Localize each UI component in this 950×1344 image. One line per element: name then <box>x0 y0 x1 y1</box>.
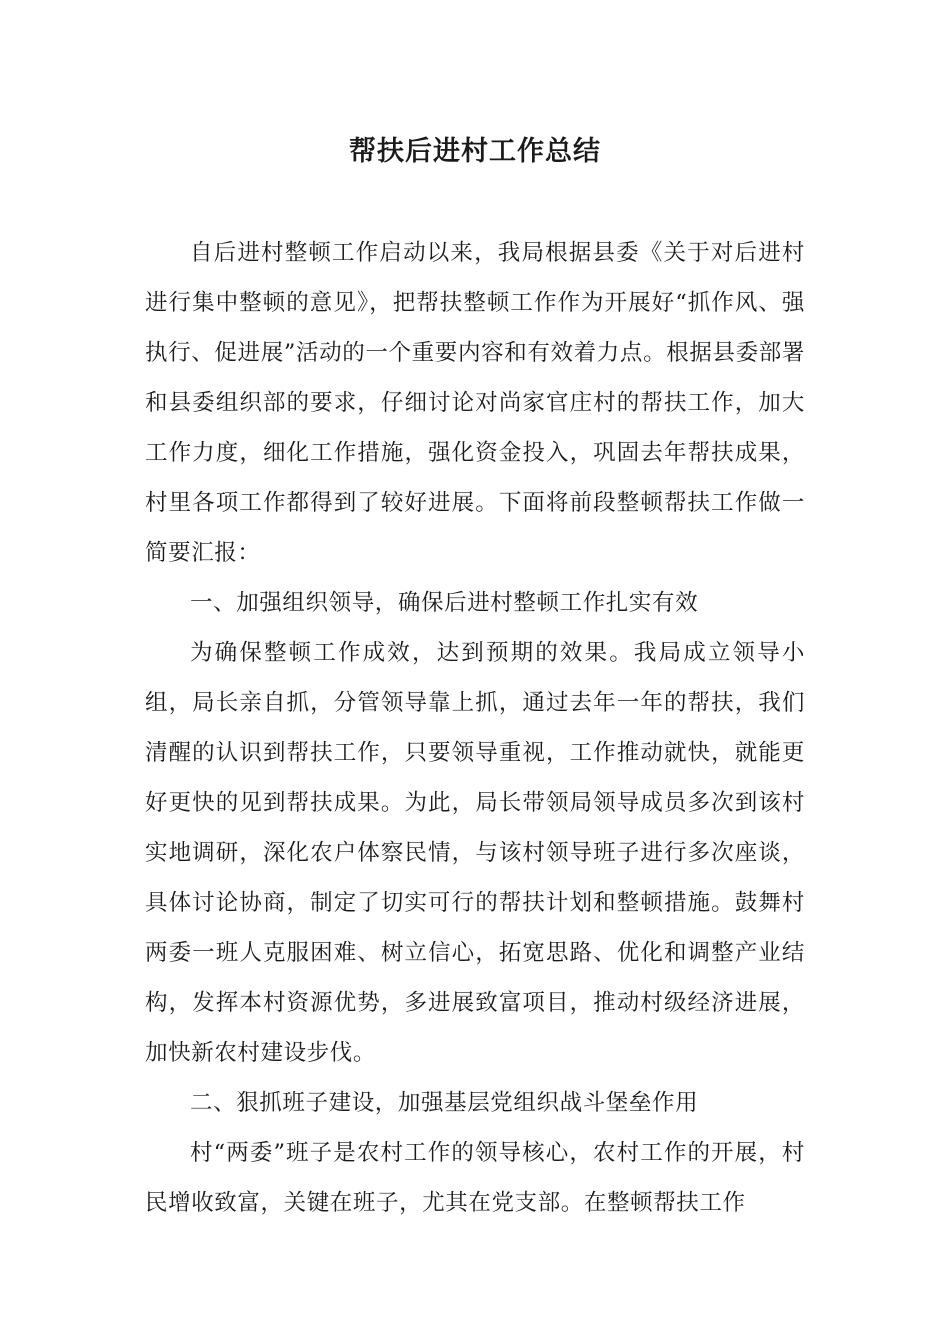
intro-paragraph: 自后进村整顿工作启动以来，我局根据县委《关于对后进村进行集中整顿的意见》，把帮扶整顿工作作为开展好“抓作风、强执行、促进展”活动的一个重要内容和有效着力点。根据县委部署和县委组织部的要求，仔细讨论对尚家官庄村的帮扶工作，加大工作力度，细化工作措施，强化资金投入，巩固去年帮扶成果，村里各项工作都得到了较好进展。下面将前段整顿帮扶工作做一简要汇报： <box>145 240 805 566</box>
section-heading-2: 二、狠抓班子建设，加强基层党组织战斗堡垒作用 <box>190 1090 699 1116</box>
section-heading-1: 一、加强组织领导，确保后进村整顿工作扎实有效 <box>190 590 699 616</box>
section-2-paragraph: 村“两委”班子是农村工作的领导核心，农村工作的开展，村民增收致富，关键在班子，尤其在党支部。在整顿帮扶工作 <box>145 1140 805 1216</box>
document-body <box>145 228 805 1228</box>
page-title: 帮扶后进村工作总结 <box>349 136 601 167</box>
section-1-paragraph: 为确保整顿工作成效，达到预期的效果。我局成立领导小组，局长亲自抓，分管领导靠上抓，通过去年一年的帮扶，我们清醒的认识到帮扶工作，只要领导重视，工作推动就快，就能更好更快的见到帮扶成果。为此，局长带领局领导成员多次到该村实地调研，深化农户体察民情，与该村领导班子进行多次座谈，具体讨论协商，制定了切实可行的帮扶计划和整顿措施。鼓舞村两委一班人克服困难、树立信心，拓宽思路、优化和调整产业结构，发挥本村资源优势，多进展致富项目，推动村级经济进展，加快新农村建设步伐。 <box>145 640 805 1066</box>
